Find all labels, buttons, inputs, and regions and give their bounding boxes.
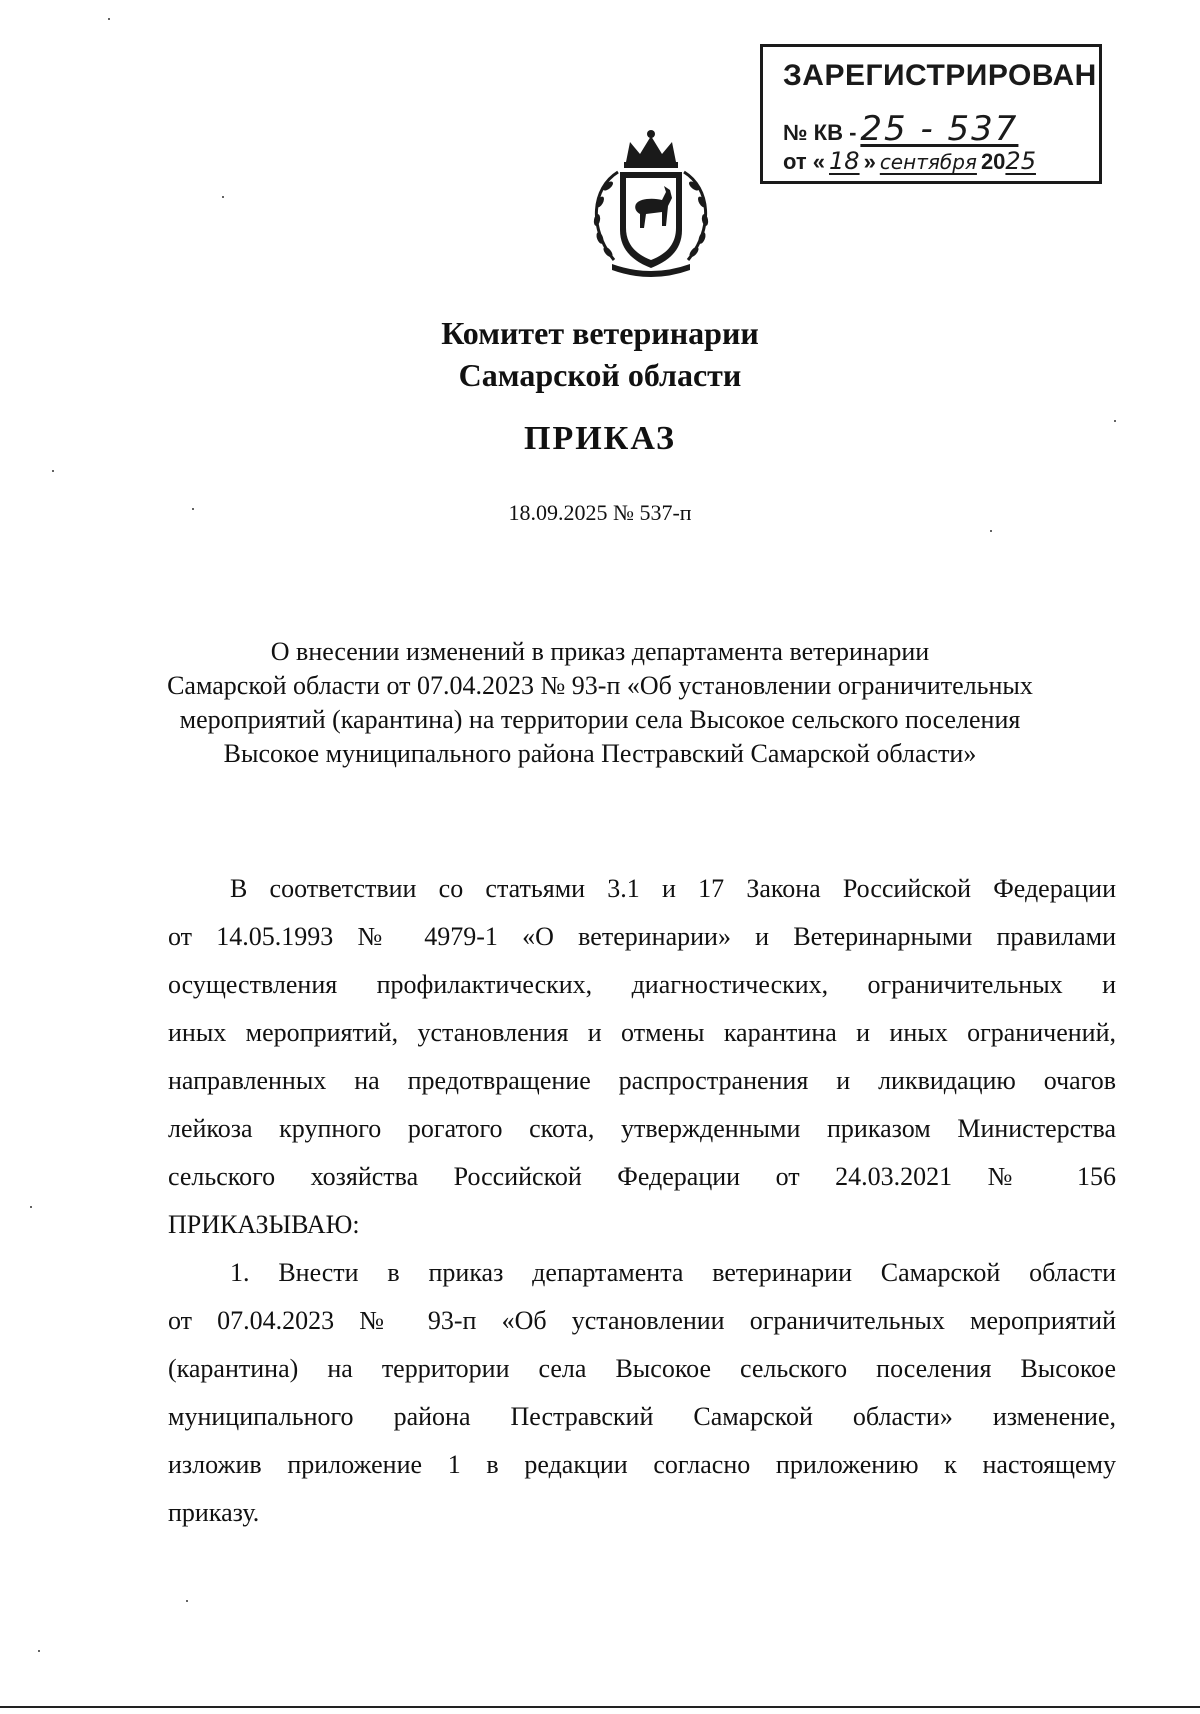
scan-speck: [52, 470, 54, 472]
scan-speck: [38, 1650, 40, 1652]
stamp-date-line: [783, 147, 1036, 175]
subject-line: мероприятий (карантина) на территории села Высокое сельского поселения: [179, 705, 1021, 734]
item-line: приказу.: [168, 1498, 260, 1527]
stamp-number-label: № КВ -: [783, 120, 857, 145]
body-line: направленных на предотвращение распространения и ликвидацию очагов: [168, 1066, 1116, 1095]
body-line: осуществления профилактических, диагностических, ограничительных и: [168, 970, 1116, 999]
body-line: иных мероприятий, установления и отмены карантина и иных ограничений,: [168, 1018, 1116, 1047]
registration-stamp: [760, 44, 1102, 184]
body-line: В соответствии со статьями 3.1 и 17 Закона Российской Федерации: [230, 874, 1116, 903]
document-body: [168, 865, 1116, 1537]
stamp-date-day: 18: [829, 147, 860, 175]
item-line: изложив приложение 1 в редакции согласно приложению к настоящему: [168, 1450, 1116, 1479]
body-line: от 14.05.1993 № 4979-1 «О ветеринарии» и Ветеринарными правилами: [168, 922, 1116, 951]
stamp-number-line: [783, 109, 1018, 149]
document-type: ПРИКАЗ: [524, 420, 676, 457]
organization-line-2: Самарской области: [458, 357, 742, 393]
stamp-date-month: сентября: [879, 150, 977, 174]
scan-speck: [108, 18, 110, 20]
scan-speck: [222, 196, 224, 198]
stamp-number-value: 25 - 537: [860, 109, 1019, 149]
page-bottom-edge: [0, 1706, 1200, 1708]
item-line: (карантина) на территории села Высокое сельского поселения Высокое: [168, 1354, 1116, 1383]
stamp-year-prefix: 20: [980, 149, 1006, 174]
stamp-year-suffix: 25: [1005, 147, 1036, 175]
subject-line: О внесении изменений в приказ департамента ветеринарии: [270, 637, 930, 666]
samara-coat-of-arms-icon: [578, 128, 724, 278]
order-word: ПРИКАЗЫВАЮ:: [168, 1210, 360, 1239]
body-line: лейкоза крупного рогатого скота, утвержденными приказом Министерства: [168, 1114, 1116, 1143]
item-line: 1. Внести в приказ департамента ветеринарии Самарской области: [230, 1258, 1116, 1287]
body-line: сельского хозяйства Российской Федерации от 24.03.2021 № 156: [168, 1162, 1116, 1191]
scan-speck: [30, 1206, 32, 1208]
stamp-date-prefix: от «: [783, 149, 826, 174]
organization-line-1: Комитет ветеринарии: [441, 315, 759, 351]
item-line: от 07.04.2023 № 93-п «Об установлении ограничительных мероприятий: [168, 1306, 1116, 1335]
scan-speck: [990, 530, 992, 532]
scan-speck: [1114, 420, 1116, 422]
item-line: муниципального района Пестравский Самарской области» изменение,: [168, 1402, 1116, 1431]
document-number: 18.09.2025 № 537-п: [508, 500, 692, 525]
organization-name: [0, 312, 1200, 396]
stamp-date-sep: »: [863, 149, 876, 174]
document-subject: [150, 635, 1050, 771]
subject-line: Высокое муниципального района Пестравский Самарской области»: [223, 739, 977, 768]
subject-line: Самарской области от 07.04.2023 № 93-п «Об установлении ограничительных: [167, 671, 1033, 700]
scan-speck: [192, 508, 194, 510]
stamp-title: ЗАРЕГИСТРИРОВАН: [783, 59, 1097, 92]
scan-speck: [186, 1600, 188, 1602]
